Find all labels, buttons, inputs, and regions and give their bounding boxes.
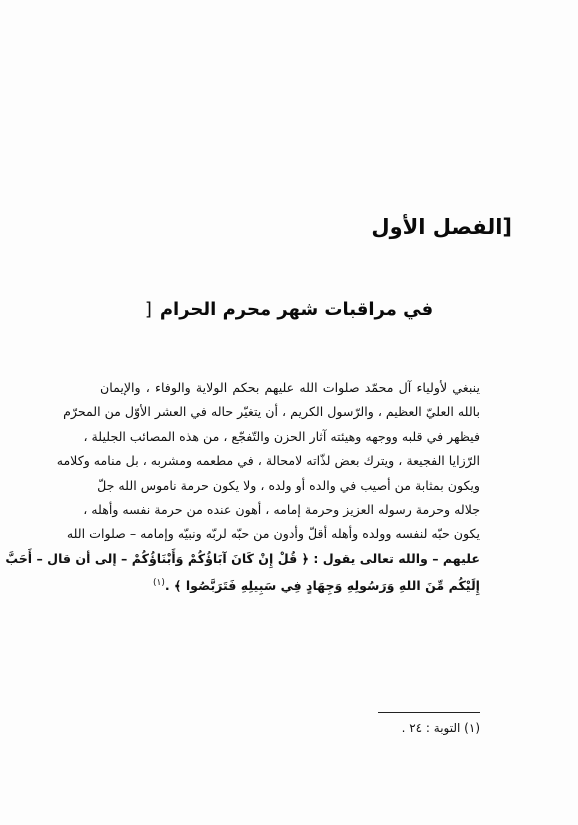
body-line: جلاله وحرمة رسوله العزيز وحرمة إمامه ، أهون عنده من حرمة نفسه وأهله ،: [83, 501, 480, 517]
section-title: في مراقبات شهر محرم الحرام: [159, 299, 434, 320]
body-line: ينبغي لأولياء آل محمّد صلوات الله عليهم بحكم الولاية والوفاء ، والإيمان: [100, 380, 480, 395]
body-line-verse-end: [100, 571, 480, 595]
body-line: فيظهر في قلبه ووجهه وهيئته آثار الحزن والتّفجّع ، من هذه المصائب الجليلة ،: [83, 428, 480, 444]
footnote-reference: (١): [153, 578, 165, 589]
footnote-text: (١) التوبة : ٢٤ .: [401, 721, 480, 735]
body-line-verse: عليهم – والله تعالى يقول : ﴿ قُلْ إِنْ كَانَ آبَاؤُكُمْ وَأَبْنَاؤُكُمْ – إلى أن قال – أَحَبَّ: [5, 550, 480, 566]
chapter-title: [الفصل الأول: [371, 215, 512, 239]
body-line: الرّزايا الفجيعة ، ويترك بعض لذّاته لامحالة ، في مطعمه ومشربه ، بل منامه وكلامه: [56, 453, 480, 469]
body-line: بالله العليّ العظيم ، والرّسول الكريم ، أن يتغيّر حاله في العشر الأوّل من المحرّم: [63, 404, 480, 420]
verse-end-text: إِلَيْكُم مِّنَ اللهِ وَرَسُولِهِ وَجِهَادٍ فِي سَبِيلِهِ فَتَرَبَّصُوا ﴾ .: [164, 578, 480, 594]
body-line: يكون حبّه لنفسه وولده وأهله أقلّ وأدون من حبّه لربّه ونبيّه وإمامه – صلوات الله: [66, 526, 480, 542]
section-heading: [0, 296, 578, 324]
body-paragraph: [5, 376, 480, 596]
body-line: ويكون بمثابة من أصيب في والده أو ولده ، ولا يكون حرمة ناموس الله جلّ: [97, 477, 480, 493]
footnote-divider: [378, 712, 480, 713]
section-bracket: [: [144, 299, 152, 320]
